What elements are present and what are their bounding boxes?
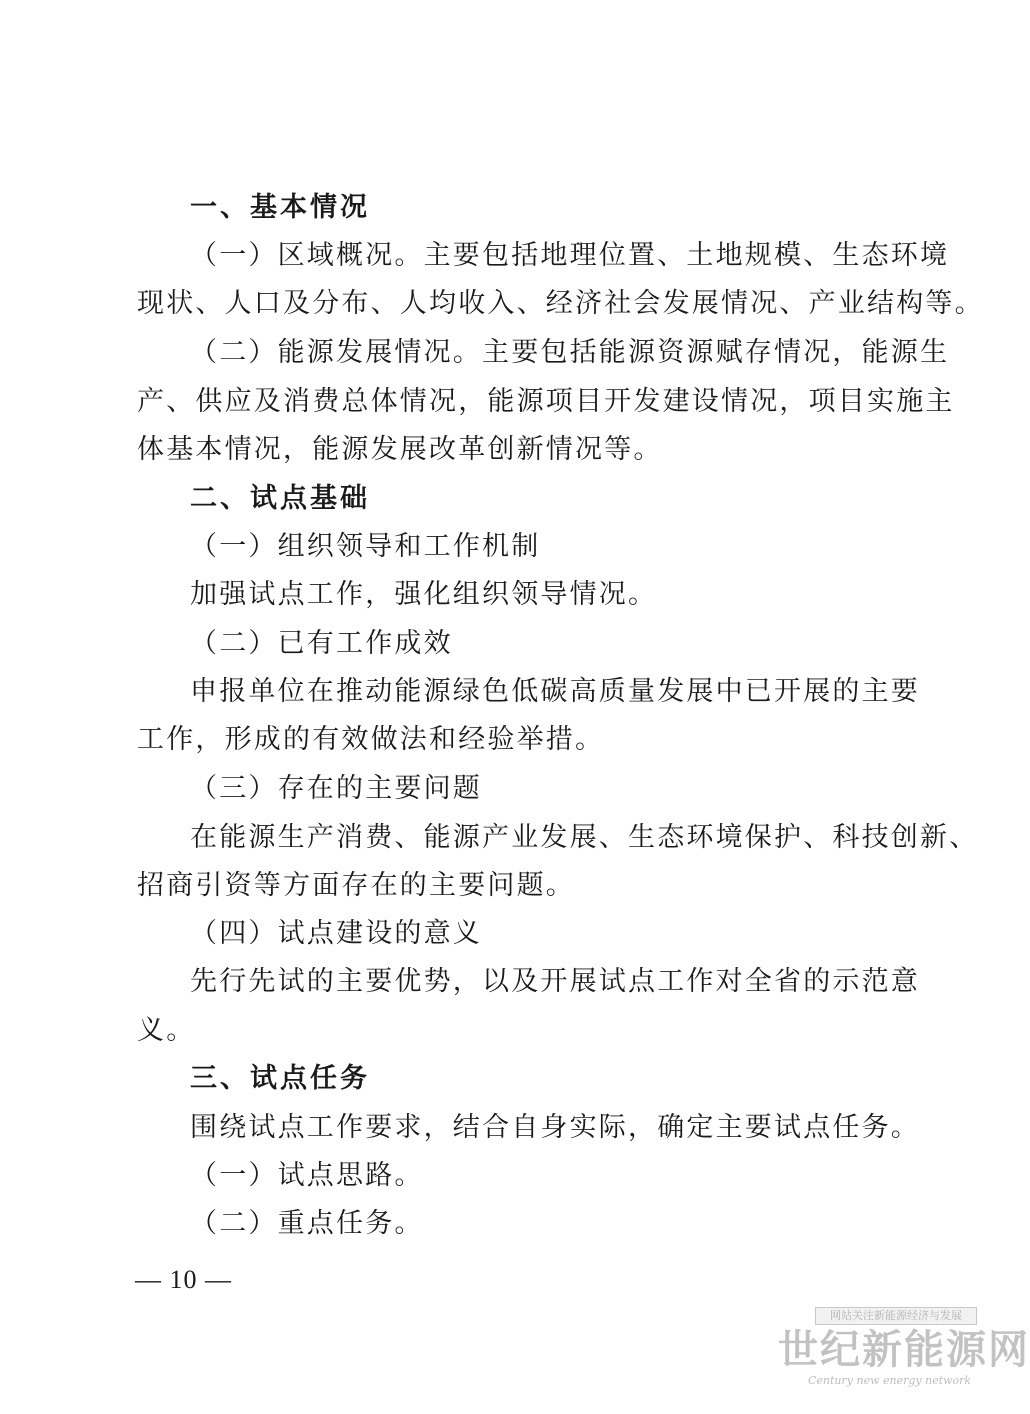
- paragraph-line: 申报单位在推动能源绿色低碳高质量发展中已开展的主要: [190, 676, 920, 707]
- subheading: （四）试点建设的意义: [190, 918, 482, 949]
- section-heading-basic-situation: 一、基本情况: [190, 192, 370, 223]
- page-number: — 10 —: [135, 1265, 232, 1294]
- paragraph-line: 加强试点工作，强化组织领导情况。: [190, 579, 658, 610]
- subheading: （二）已有工作成效: [190, 628, 453, 659]
- paragraph-line: 现状、人口及分布、人均收入、经济社会发展情况、产业结构等。: [137, 288, 984, 319]
- paragraph-line: 招商引资等方面存在的主要问题。: [137, 870, 575, 901]
- paragraph-line: 在能源生产消费、能源产业发展、生态环境保护、科技创新、: [190, 822, 979, 853]
- paragraph-line: 体基本情况，能源发展改革创新情况等。: [137, 434, 663, 465]
- paragraph-line: 产、供应及消费总体情况，能源项目开发建设情况，项目实施主: [137, 386, 955, 417]
- paragraph-line: 先行先试的主要优势，以及开展试点工作对全省的示范意: [190, 966, 920, 997]
- section-heading-pilot-tasks: 三、试点任务: [190, 1063, 370, 1094]
- subheading: （二）重点任务。: [190, 1208, 424, 1239]
- watermark-subtitle: Century new energy network: [808, 1374, 972, 1387]
- paragraph-line: 义。: [137, 1015, 196, 1046]
- paragraph-line: 围绕试点工作要求，结合自身实际，确定主要试点任务。: [190, 1112, 920, 1143]
- subheading: （一）试点思路。: [190, 1160, 424, 1191]
- section-heading-pilot-basis: 二、试点基础: [190, 483, 370, 514]
- watermark-logo: 世纪新能源网: [778, 1327, 1030, 1373]
- watermark-tagline: 网站关注新能源经济与发展: [815, 1307, 977, 1325]
- paragraph-line: （二）能源发展情况。主要包括能源资源赋存情况，能源生: [190, 337, 950, 368]
- paragraph-line: 工作，形成的有效做法和经验举措。: [137, 724, 605, 755]
- subheading: （一）组织领导和工作机制: [190, 531, 541, 562]
- paragraph-line: （一）区域概况。主要包括地理位置、土地规模、生态环境: [190, 240, 950, 271]
- subheading: （三）存在的主要问题: [190, 773, 482, 804]
